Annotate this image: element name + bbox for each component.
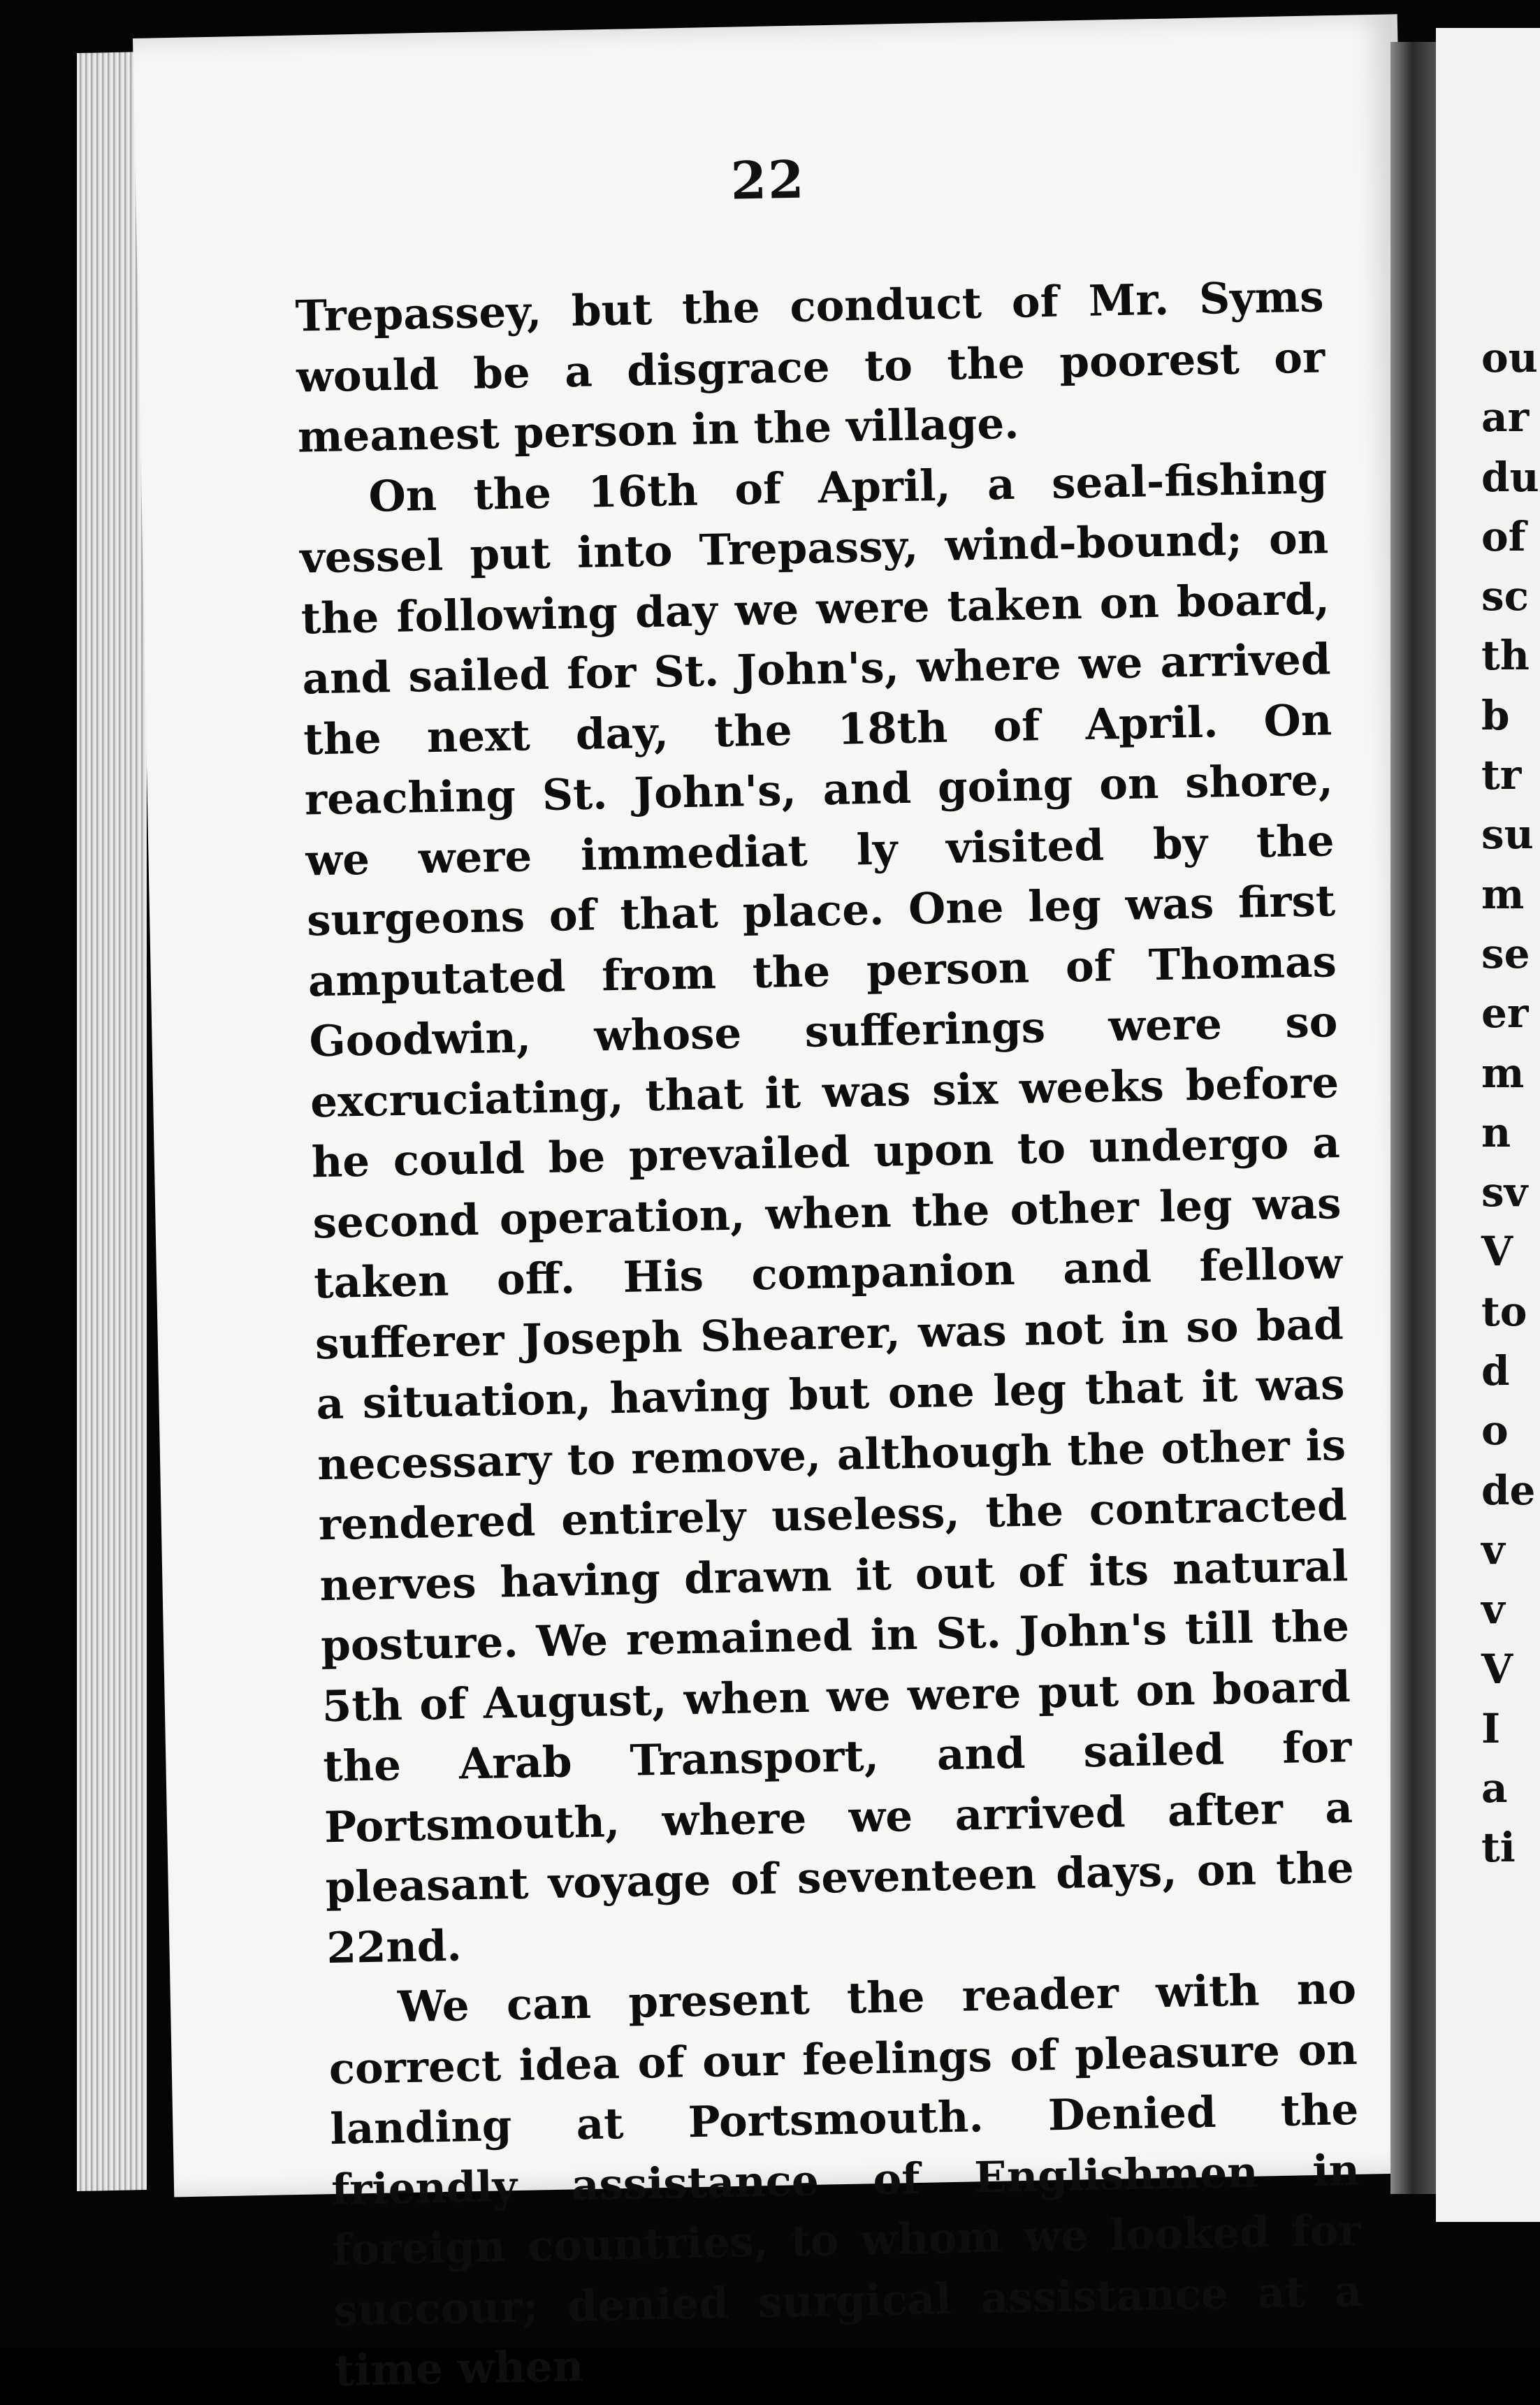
facing-line-fragment: V bbox=[1481, 1645, 1513, 1693]
facing-line-fragment: tr bbox=[1481, 751, 1522, 799]
page-edges bbox=[77, 52, 147, 2191]
facing-line-fragment: I bbox=[1481, 1704, 1501, 1752]
facing-line-fragment: of bbox=[1481, 512, 1526, 560]
facing-line-fragment: sc bbox=[1481, 572, 1529, 620]
paragraph-3: We can present the reader with no correct idea of our feelings of pleasure on landing at Portsmouth. Denied the friendly assistance of Englishmen in foreign countries, to whom we looked for succour; denied surgical assistance at a time when bbox=[328, 1963, 1363, 2397]
facing-line-fragment: er bbox=[1481, 989, 1529, 1038]
facing-line-fragment: b bbox=[1481, 691, 1510, 739]
facing-line-fragment: o bbox=[1481, 1407, 1509, 1455]
facing-line-fragment: V bbox=[1481, 1228, 1513, 1276]
paragraph-1: Trepassey, but the conduct of Mr. Syms would be a disgrace to the poorest or meanest person in the village. bbox=[295, 272, 1325, 463]
facing-line-fragment: su bbox=[1481, 811, 1534, 859]
facing-line-fragment: v bbox=[1481, 1585, 1505, 1634]
facing-line-fragment: ar bbox=[1481, 393, 1530, 442]
paragraph-2: On the 16th of April, a seal-fishing vessel put into Trepassy, wind-bound; on the following day we were taken on board, and sailed for St. John's, where we arrived the next day, the 18th of April. On reaching St. John's, and going on shore, we were immediat ly visited by the surgeons of that place. One leg was first amputated from the person of Thomas Goodwin, whose sufferings were so excruciating, that it was six weeks before he could be prevailed upon to undergo a second operation, when the other leg was taken off. His companion and fellow sufferer Joseph Shearer, was not in so bad a situation, having but one leg that it was necessary to remove, although the other is rendered entirely useless, the contracted nerves having drawn it out of its natural posture. We remained in St. John's till the 5th of August, when we were put on board the Arab Transport, and sailed for Portsmouth, where we arrived after a pleasant voyage of seventeen days, on the 22nd. bbox=[299, 453, 1355, 1973]
facing-line-fragment: de bbox=[1481, 1466, 1536, 1514]
facing-line-fragment: to bbox=[1481, 1287, 1527, 1335]
facing-line-fragment: th bbox=[1481, 632, 1530, 680]
facing-line-fragment: m bbox=[1481, 1049, 1525, 1097]
facing-line-fragment: se bbox=[1481, 929, 1530, 978]
facing-line-fragment: ti bbox=[1481, 1824, 1516, 1872]
facing-line-fragment: d bbox=[1481, 1347, 1510, 1395]
facing-line-fragment: du bbox=[1481, 453, 1539, 501]
page-number: 22 bbox=[729, 150, 806, 212]
book-gutter bbox=[1390, 42, 1439, 2194]
facing-line-fragment: sv bbox=[1481, 1168, 1528, 1216]
facing-line-fragment: a bbox=[1481, 1764, 1508, 1812]
left-page bbox=[133, 14, 1439, 2397]
facing-line-fragment: n bbox=[1481, 1108, 1511, 1156]
facing-page-text bbox=[1481, 328, 1540, 1878]
facing-line-fragment: v bbox=[1481, 1525, 1505, 1574]
body-text bbox=[295, 267, 1364, 2402]
facing-line-fragment: ou bbox=[1481, 334, 1538, 382]
facing-line-fragment: m bbox=[1481, 870, 1525, 918]
